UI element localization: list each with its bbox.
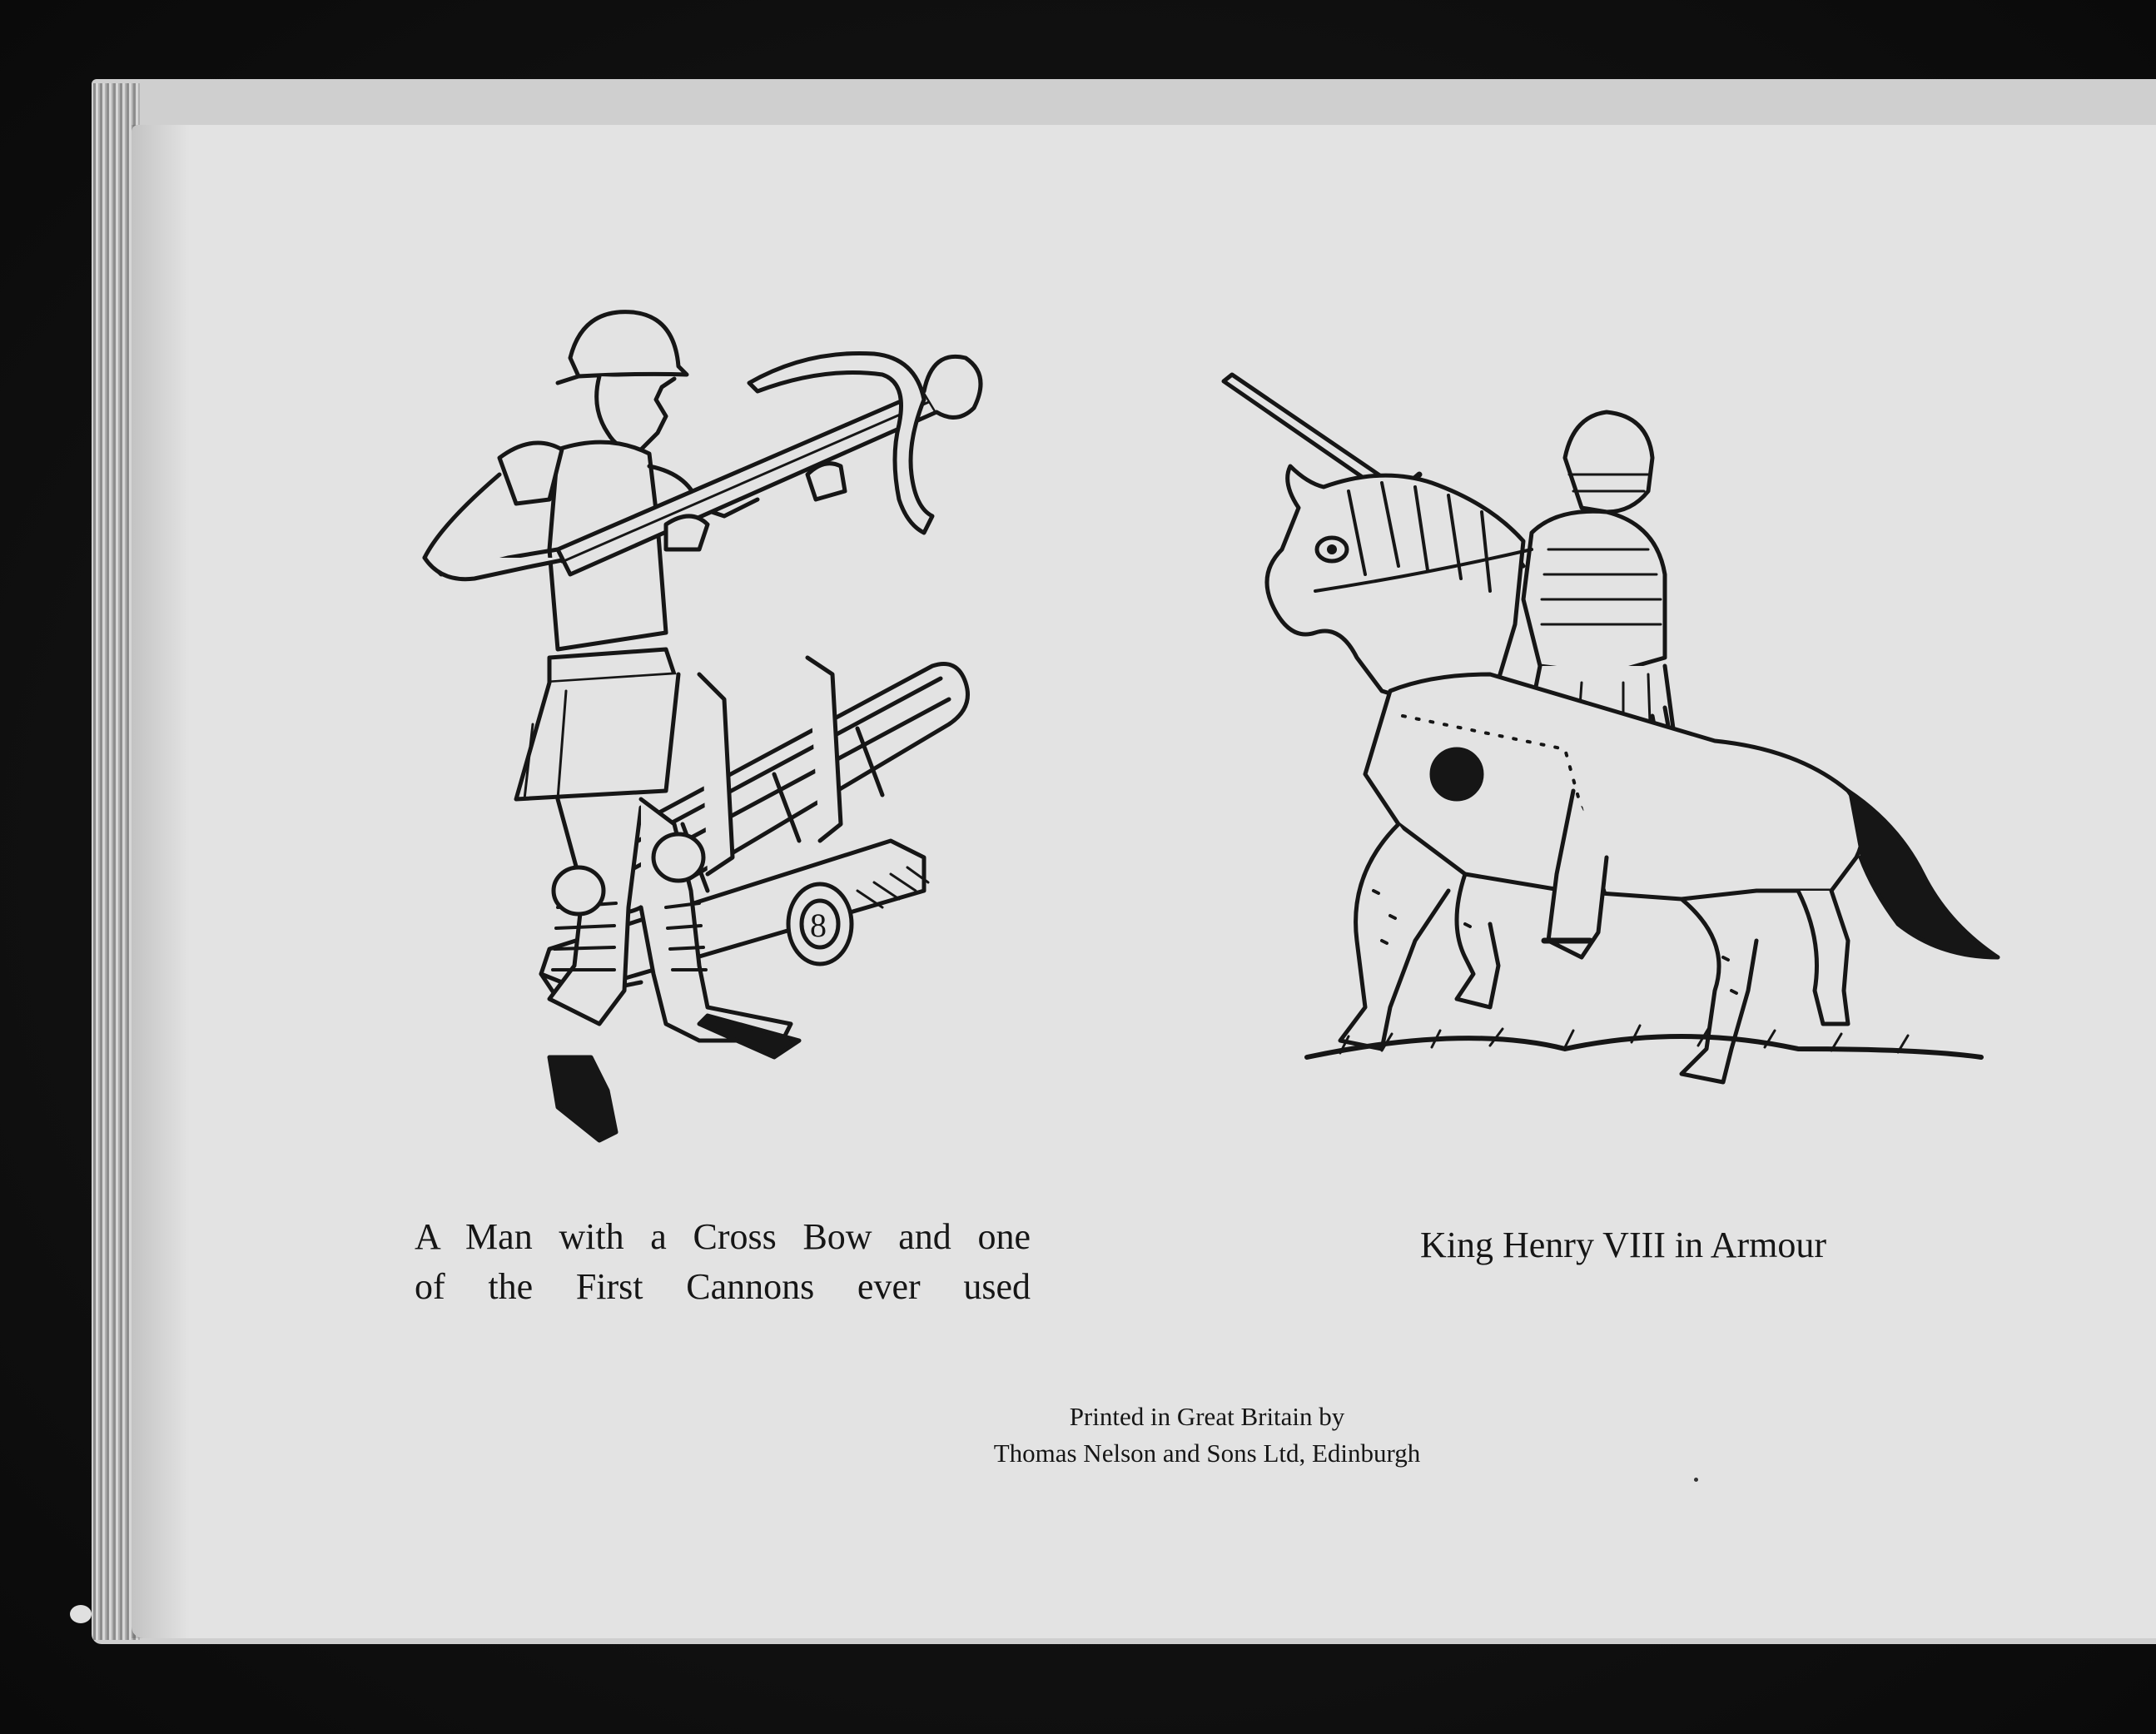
crossbow-caption-line-1: A Man with a Cross Bow and one [415, 1216, 1031, 1257]
crossbow-caption-line-2: of the First Cannons ever used [415, 1266, 1031, 1307]
king-henry-illustration [1215, 358, 2014, 1174]
scan-speck [70, 1605, 92, 1623]
imprint-line-1: Printed in Great Britain by [1069, 1402, 1345, 1431]
king-henry-caption: King Henry VIII in Armour [1420, 1225, 1826, 1265]
crossbow-caption [415, 1212, 1031, 1312]
cannon-wheel-number: 8 [810, 907, 827, 944]
scan-speck [1694, 1478, 1698, 1482]
gutter-shadow [132, 125, 190, 1638]
imprint-line-2: Thomas Nelson and Sons Ltd, Edinburgh [993, 1438, 1421, 1468]
crossbow-man-illustration [391, 308, 1024, 1190]
